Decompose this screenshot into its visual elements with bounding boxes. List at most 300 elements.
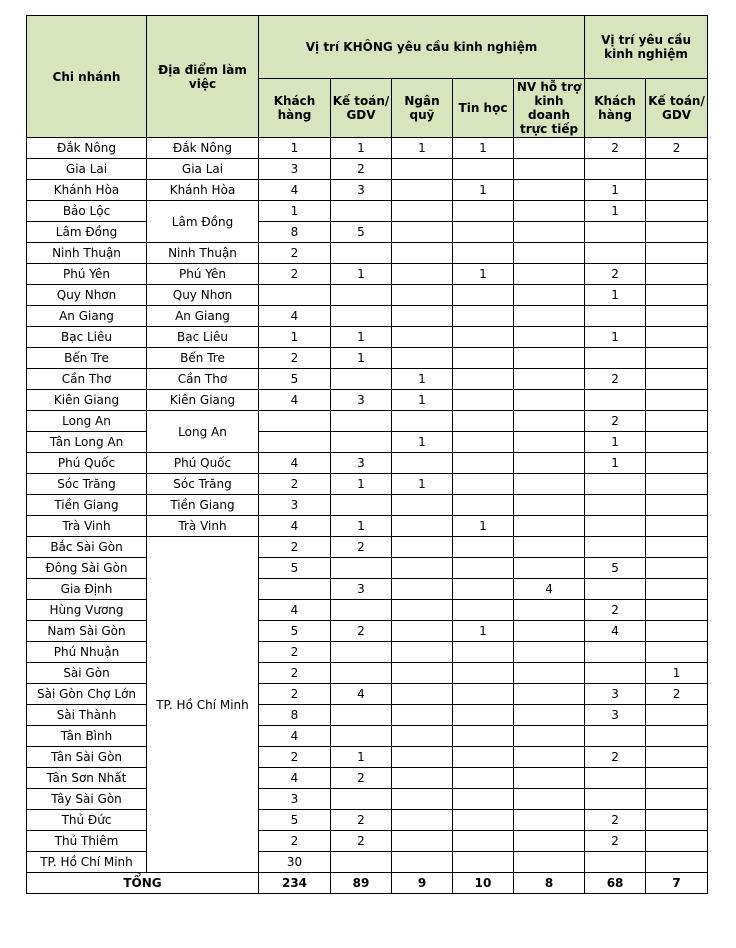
cell-value bbox=[453, 495, 514, 516]
cell-value bbox=[585, 306, 646, 327]
table-row bbox=[27, 726, 708, 747]
cell-value bbox=[646, 642, 708, 663]
cell-value bbox=[514, 852, 585, 873]
cell-value bbox=[392, 684, 453, 705]
cell-value bbox=[514, 390, 585, 411]
cell-value bbox=[331, 201, 392, 222]
cell-value: 3 bbox=[331, 180, 392, 201]
cell-value: 3 bbox=[331, 453, 392, 474]
table-row bbox=[27, 327, 708, 348]
cell-value: 1 bbox=[585, 201, 646, 222]
header-location: Địa điểm làm việc bbox=[147, 16, 259, 138]
cell-value bbox=[392, 495, 453, 516]
cell-value: 2 bbox=[331, 621, 392, 642]
cell-branch: Sài Thành bbox=[27, 705, 147, 726]
cell-value bbox=[331, 705, 392, 726]
cell-location: Bạc Liêu bbox=[147, 327, 259, 348]
table-row bbox=[27, 285, 708, 306]
cell-value: 3 bbox=[331, 579, 392, 600]
cell-location: Trà Vinh bbox=[147, 516, 259, 537]
cell-branch: Cần Thơ bbox=[27, 369, 147, 390]
cell-value bbox=[392, 726, 453, 747]
cell-value: 2 bbox=[646, 684, 708, 705]
cell-value bbox=[331, 600, 392, 621]
cell-value bbox=[453, 285, 514, 306]
cell-branch: Ninh Thuận bbox=[27, 243, 147, 264]
cell-value bbox=[453, 411, 514, 432]
cell-branch: Thủ Thiêm bbox=[27, 831, 147, 852]
cell-branch: Sài Gòn bbox=[27, 663, 147, 684]
cell-value: 4 bbox=[259, 600, 331, 621]
cell-value: 5 bbox=[585, 558, 646, 579]
table-row bbox=[27, 180, 708, 201]
cell-location: Sóc Trăng bbox=[147, 474, 259, 495]
header-col-treasury: Ngân quỹ bbox=[392, 79, 453, 138]
cell-value bbox=[392, 621, 453, 642]
cell-value bbox=[514, 411, 585, 432]
cell-value bbox=[453, 768, 514, 789]
cell-value bbox=[514, 285, 585, 306]
table-row bbox=[27, 222, 708, 243]
table-row bbox=[27, 810, 708, 831]
cell-value bbox=[514, 222, 585, 243]
cell-value bbox=[259, 285, 331, 306]
cell-value bbox=[646, 453, 708, 474]
cell-location: Phú Yên bbox=[147, 264, 259, 285]
cell-value bbox=[514, 453, 585, 474]
cell-value bbox=[453, 600, 514, 621]
cell-value bbox=[453, 747, 514, 768]
cell-value bbox=[514, 201, 585, 222]
cell-value bbox=[514, 726, 585, 747]
cell-value bbox=[646, 327, 708, 348]
cell-value: 5 bbox=[259, 558, 331, 579]
cell-branch: Sóc Trăng bbox=[27, 474, 147, 495]
cell-value bbox=[646, 264, 708, 285]
cell-value bbox=[646, 411, 708, 432]
cell-value bbox=[585, 390, 646, 411]
header-col-exp-customer: Khách hàng bbox=[585, 79, 646, 138]
cell-value bbox=[392, 348, 453, 369]
cell-value bbox=[453, 348, 514, 369]
cell-location: Kiên Giang bbox=[147, 390, 259, 411]
cell-value bbox=[514, 138, 585, 159]
cell-value: 4 bbox=[585, 621, 646, 642]
cell-value bbox=[392, 222, 453, 243]
cell-value: 1 bbox=[331, 138, 392, 159]
cell-value: 4 bbox=[331, 684, 392, 705]
cell-value bbox=[585, 222, 646, 243]
cell-value bbox=[392, 180, 453, 201]
table-row bbox=[27, 495, 708, 516]
cell-value: 1 bbox=[392, 369, 453, 390]
cell-branch: Bảo Lộc bbox=[27, 201, 147, 222]
cell-value bbox=[646, 495, 708, 516]
cell-value bbox=[392, 327, 453, 348]
cell-value bbox=[453, 852, 514, 873]
cell-value bbox=[331, 369, 392, 390]
cell-value bbox=[392, 516, 453, 537]
header-col-accounting: Kế toán/ GDV bbox=[331, 79, 392, 138]
cell-value bbox=[646, 747, 708, 768]
cell-value bbox=[585, 663, 646, 684]
cell-value: 4 bbox=[259, 516, 331, 537]
cell-value bbox=[331, 789, 392, 810]
cell-value bbox=[585, 159, 646, 180]
cell-value bbox=[453, 684, 514, 705]
cell-value: 5 bbox=[259, 621, 331, 642]
cell-value: 1 bbox=[453, 516, 514, 537]
cell-value: 2 bbox=[259, 831, 331, 852]
table-row bbox=[27, 243, 708, 264]
total-value: 7 bbox=[646, 873, 708, 894]
cell-value: 2 bbox=[259, 474, 331, 495]
cell-value bbox=[646, 621, 708, 642]
cell-value bbox=[514, 621, 585, 642]
cell-value bbox=[453, 663, 514, 684]
cell-value bbox=[646, 810, 708, 831]
cell-branch: Hùng Vương bbox=[27, 600, 147, 621]
cell-branch: Đông Sài Gòn bbox=[27, 558, 147, 579]
cell-value: 2 bbox=[259, 243, 331, 264]
cell-value bbox=[453, 201, 514, 222]
cell-value bbox=[453, 327, 514, 348]
cell-value bbox=[514, 810, 585, 831]
cell-value bbox=[392, 558, 453, 579]
total-value: 234 bbox=[259, 873, 331, 894]
cell-value bbox=[514, 747, 585, 768]
cell-value bbox=[514, 537, 585, 558]
total-label: TỔNG bbox=[27, 873, 259, 894]
cell-value bbox=[392, 831, 453, 852]
cell-value bbox=[453, 705, 514, 726]
cell-value: 4 bbox=[259, 768, 331, 789]
table-body bbox=[27, 138, 708, 894]
cell-value: 1 bbox=[331, 264, 392, 285]
cell-value bbox=[585, 579, 646, 600]
cell-value: 2 bbox=[331, 537, 392, 558]
cell-value: 1 bbox=[585, 327, 646, 348]
cell-value bbox=[646, 726, 708, 747]
cell-value: 1 bbox=[585, 285, 646, 306]
cell-value: 2 bbox=[259, 663, 331, 684]
cell-location: Long An bbox=[147, 411, 259, 453]
cell-value: 1 bbox=[453, 264, 514, 285]
cell-value: 1 bbox=[259, 138, 331, 159]
table-row bbox=[27, 600, 708, 621]
cell-value bbox=[585, 726, 646, 747]
total-value: 89 bbox=[331, 873, 392, 894]
cell-value: 2 bbox=[585, 369, 646, 390]
cell-value: 8 bbox=[259, 705, 331, 726]
cell-value: 4 bbox=[259, 180, 331, 201]
cell-value: 3 bbox=[585, 684, 646, 705]
cell-branch: Phú Quốc bbox=[27, 453, 147, 474]
cell-value bbox=[392, 600, 453, 621]
cell-value: 4 bbox=[259, 453, 331, 474]
cell-value bbox=[646, 558, 708, 579]
cell-value: 4 bbox=[259, 390, 331, 411]
cell-value bbox=[514, 432, 585, 453]
cell-value: 2 bbox=[585, 831, 646, 852]
cell-value bbox=[514, 474, 585, 495]
cell-value bbox=[585, 495, 646, 516]
cell-location: Cần Thơ bbox=[147, 369, 259, 390]
cell-value bbox=[646, 600, 708, 621]
cell-value: 1 bbox=[392, 432, 453, 453]
cell-value: 2 bbox=[585, 411, 646, 432]
cell-value bbox=[453, 831, 514, 852]
table-row bbox=[27, 558, 708, 579]
total-value: 68 bbox=[585, 873, 646, 894]
header-col-sales-support: NV hỗ trợ kinh doanh trực tiếp bbox=[514, 79, 585, 138]
cell-value bbox=[392, 306, 453, 327]
cell-value bbox=[453, 537, 514, 558]
cell-value bbox=[453, 432, 514, 453]
cell-location: Khánh Hòa bbox=[147, 180, 259, 201]
table-row bbox=[27, 138, 708, 159]
cell-value: 1 bbox=[585, 432, 646, 453]
cell-value bbox=[392, 159, 453, 180]
cell-value bbox=[392, 201, 453, 222]
cell-value bbox=[453, 306, 514, 327]
cell-branch: Thủ Đức bbox=[27, 810, 147, 831]
table-row bbox=[27, 306, 708, 327]
cell-value bbox=[392, 411, 453, 432]
cell-value bbox=[585, 243, 646, 264]
cell-value bbox=[392, 537, 453, 558]
cell-value bbox=[646, 705, 708, 726]
cell-branch: Đắk Nông bbox=[27, 138, 147, 159]
header-experience-group: Vị trí yêu cầu kinh nghiệm bbox=[585, 16, 708, 79]
cell-value: 3 bbox=[259, 495, 331, 516]
cell-value: 2 bbox=[585, 810, 646, 831]
cell-value bbox=[453, 558, 514, 579]
table-row bbox=[27, 411, 708, 432]
cell-value bbox=[331, 852, 392, 873]
cell-value bbox=[392, 243, 453, 264]
cell-value bbox=[392, 642, 453, 663]
cell-branch: Tân Long An bbox=[27, 432, 147, 453]
cell-value: 1 bbox=[453, 180, 514, 201]
cell-value: 2 bbox=[585, 138, 646, 159]
table-row bbox=[27, 516, 708, 537]
cell-value: 1 bbox=[392, 390, 453, 411]
cell-value: 1 bbox=[453, 621, 514, 642]
cell-value: 1 bbox=[453, 138, 514, 159]
cell-value bbox=[453, 642, 514, 663]
cell-value bbox=[453, 453, 514, 474]
cell-value: 3 bbox=[259, 789, 331, 810]
cell-location: Đắk Nông bbox=[147, 138, 259, 159]
cell-value bbox=[453, 222, 514, 243]
table-row bbox=[27, 369, 708, 390]
cell-value bbox=[392, 789, 453, 810]
cell-value bbox=[514, 264, 585, 285]
cell-value bbox=[331, 306, 392, 327]
cell-value bbox=[514, 558, 585, 579]
cell-value bbox=[331, 285, 392, 306]
cell-value bbox=[646, 285, 708, 306]
total-value: 10 bbox=[453, 873, 514, 894]
cell-branch: Lâm Đồng bbox=[27, 222, 147, 243]
cell-value bbox=[392, 285, 453, 306]
cell-value bbox=[453, 159, 514, 180]
cell-branch: Sài Gòn Chợ Lớn bbox=[27, 684, 147, 705]
table-row bbox=[27, 663, 708, 684]
cell-value bbox=[259, 579, 331, 600]
cell-value bbox=[514, 789, 585, 810]
cell-value bbox=[585, 537, 646, 558]
cell-value: 1 bbox=[331, 348, 392, 369]
cell-branch: Gia Lai bbox=[27, 159, 147, 180]
total-row bbox=[27, 873, 708, 894]
table-row bbox=[27, 579, 708, 600]
cell-branch: Kiên Giang bbox=[27, 390, 147, 411]
header-branch: Chi nhánh bbox=[27, 16, 147, 138]
table-row bbox=[27, 348, 708, 369]
cell-value bbox=[585, 348, 646, 369]
cell-branch: Nam Sài Gòn bbox=[27, 621, 147, 642]
cell-value: 1 bbox=[331, 747, 392, 768]
cell-value bbox=[453, 579, 514, 600]
cell-value: 3 bbox=[259, 159, 331, 180]
cell-value bbox=[646, 831, 708, 852]
cell-value bbox=[392, 579, 453, 600]
cell-value: 4 bbox=[259, 306, 331, 327]
cell-value bbox=[514, 369, 585, 390]
table-row bbox=[27, 768, 708, 789]
cell-value bbox=[646, 180, 708, 201]
cell-location: Quy Nhơn bbox=[147, 285, 259, 306]
cell-value: 4 bbox=[259, 726, 331, 747]
cell-value bbox=[585, 474, 646, 495]
cell-value bbox=[646, 201, 708, 222]
cell-value: 1 bbox=[259, 201, 331, 222]
cell-value: 1 bbox=[392, 474, 453, 495]
header-no-experience-group: Vị trí KHÔNG yêu cầu kinh nghiệm bbox=[259, 16, 585, 79]
cell-value: 1 bbox=[331, 474, 392, 495]
cell-branch: Tiền Giang bbox=[27, 495, 147, 516]
cell-value bbox=[646, 369, 708, 390]
cell-branch: An Giang bbox=[27, 306, 147, 327]
cell-value: 3 bbox=[585, 705, 646, 726]
cell-value bbox=[392, 453, 453, 474]
cell-branch: Quy Nhơn bbox=[27, 285, 147, 306]
cell-value bbox=[585, 768, 646, 789]
cell-branch: TP. Hồ Chí Minh bbox=[27, 852, 147, 873]
cell-location: Bến Tre bbox=[147, 348, 259, 369]
cell-value bbox=[646, 432, 708, 453]
cell-branch: Bắc Sài Gòn bbox=[27, 537, 147, 558]
cell-value bbox=[331, 243, 392, 264]
cell-location: An Giang bbox=[147, 306, 259, 327]
total-value: 8 bbox=[514, 873, 585, 894]
cell-value bbox=[585, 789, 646, 810]
cell-value bbox=[331, 432, 392, 453]
cell-location: Tiền Giang bbox=[147, 495, 259, 516]
cell-value bbox=[453, 726, 514, 747]
cell-value bbox=[646, 222, 708, 243]
cell-value bbox=[453, 369, 514, 390]
cell-branch: Khánh Hòa bbox=[27, 180, 147, 201]
cell-value bbox=[331, 726, 392, 747]
cell-branch: Trà Vinh bbox=[27, 516, 147, 537]
table-row bbox=[27, 642, 708, 663]
table-row bbox=[27, 159, 708, 180]
cell-value: 1 bbox=[646, 663, 708, 684]
cell-branch: Phú Nhuận bbox=[27, 642, 147, 663]
cell-value: 2 bbox=[331, 831, 392, 852]
cell-value bbox=[331, 558, 392, 579]
cell-value bbox=[259, 432, 331, 453]
cell-value bbox=[331, 495, 392, 516]
cell-value: 5 bbox=[331, 222, 392, 243]
table-row bbox=[27, 831, 708, 852]
cell-value bbox=[585, 516, 646, 537]
cell-value: 3 bbox=[331, 390, 392, 411]
table-row bbox=[27, 453, 708, 474]
table-row bbox=[27, 852, 708, 873]
cell-value: 8 bbox=[259, 222, 331, 243]
cell-value bbox=[392, 810, 453, 831]
table-row bbox=[27, 537, 708, 558]
cell-value: 2 bbox=[331, 159, 392, 180]
cell-value bbox=[585, 852, 646, 873]
table-row bbox=[27, 390, 708, 411]
cell-value bbox=[331, 663, 392, 684]
cell-value: 1 bbox=[585, 453, 646, 474]
cell-value bbox=[514, 768, 585, 789]
cell-value bbox=[514, 663, 585, 684]
cell-value: 2 bbox=[331, 810, 392, 831]
cell-branch: Long An bbox=[27, 411, 147, 432]
cell-value: 2 bbox=[259, 747, 331, 768]
cell-value bbox=[646, 474, 708, 495]
cell-value bbox=[514, 180, 585, 201]
cell-branch: Tân Sơn Nhất bbox=[27, 768, 147, 789]
cell-branch: Tân Sài Gòn bbox=[27, 747, 147, 768]
cell-value bbox=[646, 516, 708, 537]
cell-value bbox=[646, 306, 708, 327]
cell-branch: Phú Yên bbox=[27, 264, 147, 285]
cell-value bbox=[646, 243, 708, 264]
cell-value: 2 bbox=[259, 537, 331, 558]
cell-value bbox=[453, 810, 514, 831]
cell-location: Lâm Đồng bbox=[147, 201, 259, 243]
cell-value bbox=[392, 768, 453, 789]
cell-branch: Bến Tre bbox=[27, 348, 147, 369]
cell-value bbox=[453, 474, 514, 495]
cell-branch: Tân Bình bbox=[27, 726, 147, 747]
cell-value: 2 bbox=[585, 747, 646, 768]
cell-value: 2 bbox=[331, 768, 392, 789]
cell-value bbox=[392, 852, 453, 873]
cell-value bbox=[646, 537, 708, 558]
cell-location: Gia Lai bbox=[147, 159, 259, 180]
cell-value bbox=[646, 159, 708, 180]
header-col-exp-accounting: Kế toán/ GDV bbox=[646, 79, 708, 138]
cell-location: Ninh Thuận bbox=[147, 243, 259, 264]
cell-value: 5 bbox=[259, 369, 331, 390]
cell-value bbox=[514, 642, 585, 663]
cell-value bbox=[514, 348, 585, 369]
cell-value bbox=[392, 705, 453, 726]
cell-value: 1 bbox=[585, 180, 646, 201]
cell-value: 2 bbox=[259, 642, 331, 663]
cell-value bbox=[646, 852, 708, 873]
cell-value: 2 bbox=[585, 600, 646, 621]
